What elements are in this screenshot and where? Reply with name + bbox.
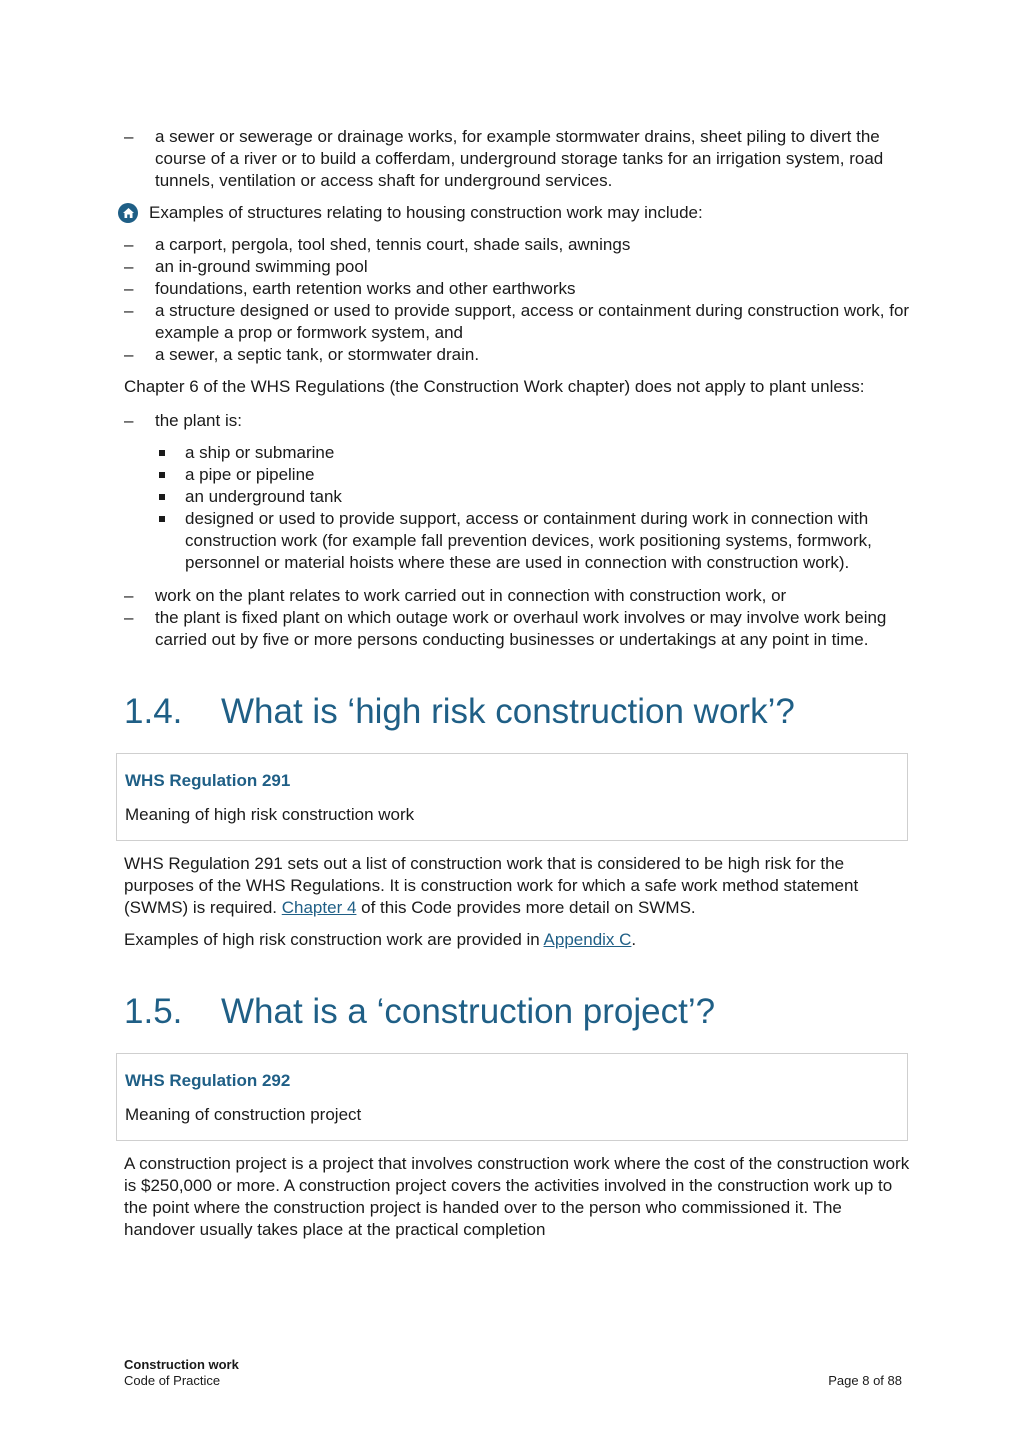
- list-item: – work on the plant relates to work carried out in connection with construction work, or: [124, 586, 787, 605]
- section-heading-1-5: [124, 991, 910, 1033]
- list-item: – a sewer, a septic tank, or stormwater drain.: [124, 345, 480, 364]
- section-heading-1-4: [124, 691, 910, 733]
- document-page: [124, 126, 910, 1241]
- housing-list: [124, 234, 910, 366]
- page-footer: [124, 1357, 902, 1389]
- section-title: What is a ‘construction project’?: [221, 992, 716, 1031]
- regulation-title: WHS Regulation 292: [125, 1071, 291, 1090]
- examples-paragraph: Examples of high risk construction work are provided in Appendix C.: [124, 930, 637, 949]
- appendix-c-link[interactable]: Appendix C: [543, 930, 632, 949]
- dash-marker: –: [124, 345, 134, 364]
- sublist-item: designed or used to provide support, access or containment during work in connection with construction work (for example fall prevention devices, work positioning systems, formwork, personnel or material hoists where these are used in connection with construction work).: [155, 508, 910, 574]
- regulation-box-292: [116, 1053, 908, 1141]
- section-title: What is ‘high risk construction work’?: [221, 692, 795, 731]
- square-bullet-icon: [159, 472, 165, 478]
- house-icon: [118, 203, 138, 223]
- section-number: 1.5.: [124, 992, 183, 1031]
- chapter6-paragraph: Chapter 6 of the WHS Regulations (the Construction Work chapter) does not apply to plant unless:: [124, 377, 865, 396]
- page-number: Page 8 of 88: [828, 1373, 902, 1388]
- list-item: – foundations, earth retention works and other earthworks: [124, 279, 576, 298]
- square-bullet-icon: [159, 516, 165, 522]
- dash-marker: –: [124, 301, 134, 320]
- list-item: – the plant is:: [124, 411, 242, 430]
- dash-marker: –: [124, 608, 134, 627]
- regulation-title: WHS Regulation 291: [125, 771, 291, 790]
- construction-project-paragraph: A construction project is a project that involves construction work where the cost of the construction work is $250,000 or more. A construction project covers the activities involved in the construction work up to the point where the construction project is handed over to the person who commissioned it. The handover usually takes place at the practical completion: [124, 1154, 910, 1239]
- sewer-list: [124, 126, 910, 192]
- sublist-item: an underground tank: [155, 486, 910, 508]
- high-risk-paragraph: WHS Regulation 291 sets out a list of construction work that is considered to be high risk for the purposes of the WHS Regulations. It is construction work for which a safe work method statement (SWMS) is required. Chapter 4 of this Code provides more detail on SWMS.: [124, 854, 859, 917]
- list-item: – a structure designed or used to provide support, access or containment during construction work, for example a prop or formwork system, and: [124, 301, 910, 342]
- chapter-4-link[interactable]: Chapter 4: [281, 898, 357, 917]
- regulation-subtitle: Meaning of construction project: [125, 1105, 362, 1124]
- dash-marker: –: [124, 586, 134, 605]
- regulation-box-291: [116, 753, 908, 841]
- dash-marker: –: [124, 235, 134, 254]
- regulation-subtitle: Meaning of high risk construction work: [125, 805, 415, 824]
- footer-subtitle: Code of Practice: [124, 1373, 221, 1388]
- list-item: – an in-ground swimming pool: [124, 257, 368, 276]
- section-number: 1.4.: [124, 692, 183, 731]
- dash-marker: –: [124, 279, 134, 298]
- square-bullet-icon: [159, 450, 165, 456]
- sublist-item: a ship or submarine: [155, 442, 910, 464]
- dash-marker: –: [124, 257, 134, 276]
- square-bullet-icon: [159, 494, 165, 500]
- list-item: – a sewer or sewerage or drainage works, for example stormwater drains, sheet piling to divert the course of a river or to build a cofferdam, underground storage tanks for an irrigation system, road tunnels, ventilation or access shaft for underground services.: [124, 127, 884, 190]
- sublist-item: a pipe or pipeline: [155, 464, 910, 486]
- housing-intro: Examples of structures relating to housing construction work may include:: [124, 202, 910, 224]
- list-item: – a carport, pergola, tool shed, tennis court, shade sails, awnings: [124, 235, 631, 254]
- plant-conditions-list: [124, 585, 910, 651]
- plant-list: [124, 410, 910, 432]
- dash-marker: –: [124, 127, 134, 146]
- list-item: – the plant is fixed plant on which outage work or overhaul work involves or may involve work being carried out by five or more persons conducting businesses or undertakings at any point in time.: [124, 608, 887, 649]
- footer-title: Construction work: [124, 1357, 239, 1372]
- plant-sublist: [124, 442, 910, 574]
- dash-marker: –: [124, 411, 134, 430]
